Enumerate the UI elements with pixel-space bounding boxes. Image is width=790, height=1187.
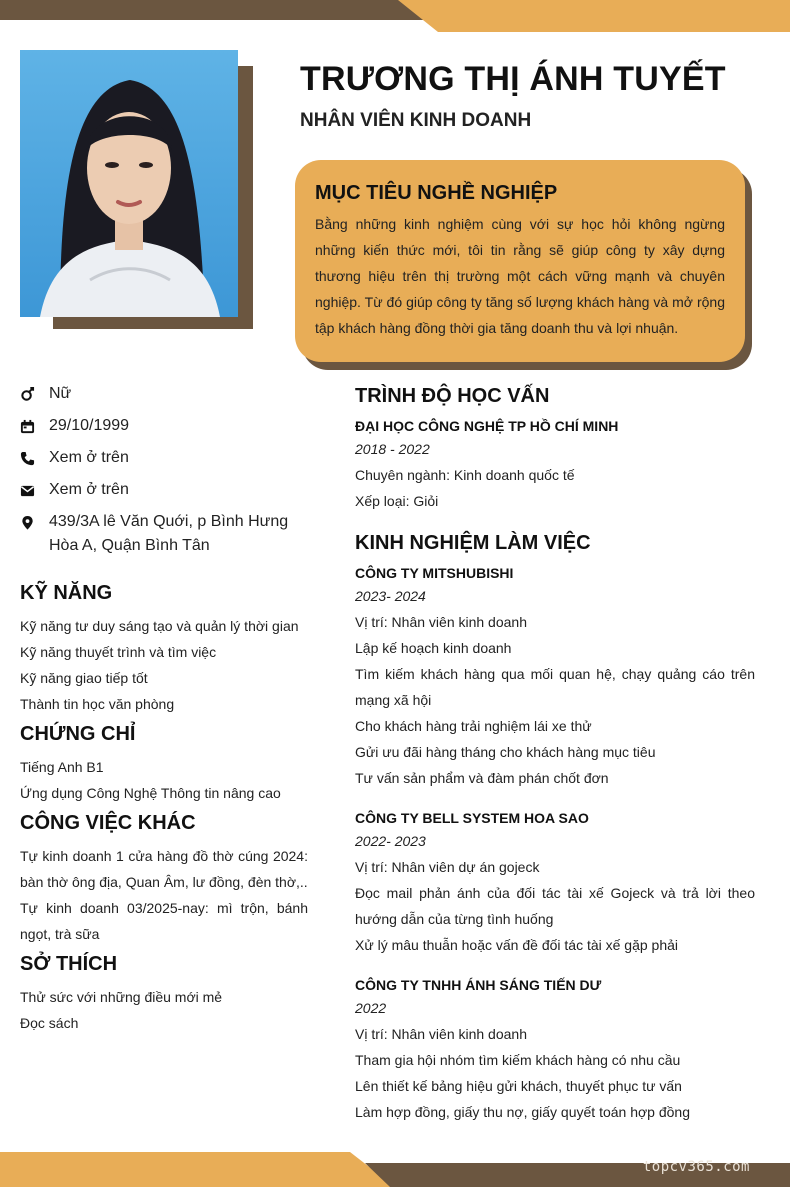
job-line: Lên thiết kế bảng hiệu gửi khách, thuyết phục tư vấn	[355, 1078, 682, 1094]
job-line: Vị trí: Nhân viên kinh doanh	[355, 614, 527, 630]
job-line: Lập kế hoạch kinh doanh	[355, 640, 512, 656]
hobby-item: Đọc sách	[20, 1015, 79, 1031]
location-pin-icon	[20, 510, 49, 534]
skills-section	[20, 582, 308, 717]
objective-text: Bằng những kinh nghiệm cùng với sự học hỏi không ngừng những kiến thức mới, tôi tin rằng sẽ giúp công ty xây dựng thương hiệu trên thị trường một cách vững mạnh và chuyên nghiệp. Từ đó giúp công ty tăng số lượng khách hàng và mở rộng tập khách hàng đồng thời gia tăng doanh thu và lợi nhuận.	[315, 216, 725, 336]
hobby-item: Thử sức với những điều mới mẻ	[20, 989, 223, 1005]
contact-phone	[20, 446, 320, 470]
job-line: Tham gia hội nhóm tìm kiếm khách hàng có nhu cầu	[355, 1052, 681, 1068]
contact-email	[20, 478, 320, 502]
calendar-icon	[20, 414, 49, 438]
candidate-title: NHÂN VIÊN KINH DOANH	[300, 110, 532, 131]
job-line: Gửi ưu đãi hàng tháng cho khách hàng mục tiêu	[355, 744, 656, 760]
job-line: Tìm kiếm khách hàng qua mối quan hệ, chạy quảng cáo trên mạng xã hội	[355, 666, 755, 708]
job-entry	[355, 808, 755, 958]
job-line: Xử lý mâu thuẫn hoặc vấn đề đối tác tài xế gặp phải	[355, 937, 679, 953]
objective-box	[295, 160, 745, 362]
experience-section	[355, 532, 755, 1125]
job-period: 2023- 2024	[355, 588, 426, 604]
contact-address	[20, 510, 320, 558]
job-line: Làm hợp đồng, giấy thu nợ, giấy quyết toán hợp đồng	[355, 1104, 690, 1120]
experience-heading: KINH NGHIỆM LÀM VIỆC	[355, 532, 591, 554]
address-value: 439/3A lê Văn Quới, p Bình Hưng Hòa A, Quận Bình Tân	[49, 513, 289, 554]
job-company: CÔNG TY MITSHUBISHI	[355, 565, 514, 581]
skill-item: Kỹ năng tư duy sáng tạo và quản lý thời gian	[20, 618, 299, 634]
candidate-name: TRƯƠNG THỊ ÁNH TUYẾT	[300, 60, 726, 98]
top-dark-band	[0, 0, 440, 20]
footer-brand: topcv365.com	[642, 1159, 750, 1175]
birthday-value: 29/10/1999	[49, 417, 130, 434]
hobbies-heading: SỞ THÍCH	[20, 953, 118, 975]
gender-value: Nữ	[49, 385, 72, 402]
education-rank: Xếp loại: Giỏi	[355, 493, 439, 509]
email-icon	[20, 478, 49, 502]
certificates-section	[20, 723, 308, 806]
contact-list	[20, 382, 320, 566]
skill-item: Kỹ năng giao tiếp tốt	[20, 670, 148, 686]
gender-icon	[20, 382, 49, 406]
phone-icon	[20, 446, 49, 470]
skill-item: Kỹ năng thuyết trình và tìm việc	[20, 644, 217, 660]
email-value: Xem ở trên	[49, 481, 129, 498]
certificate-item: Ứng dụng Công Nghệ Thông tin nâng cao	[20, 785, 281, 801]
certificates-heading: CHỨNG CHỈ	[20, 723, 136, 745]
contact-gender	[20, 382, 320, 406]
phone-value: Xem ở trên	[49, 449, 129, 466]
job-line: Đọc mail phản ánh của đối tác tài xế Gojeck và trả lời theo hướng dẫn của từng tình huống	[355, 885, 755, 927]
other-work-item: Tự kinh doanh 03/2025-nay: mì trộn, bánh ngọt, trà sữa	[20, 900, 308, 942]
objective-heading: MỤC TIÊU NGHỀ NGHIỆP	[315, 182, 558, 204]
contact-birthday	[20, 414, 320, 438]
job-line: Vị trí: Nhân viên kinh doanh	[355, 1026, 527, 1042]
other-work-heading: CÔNG VIỆC KHÁC	[20, 812, 196, 834]
education-heading: TRÌNH ĐỘ HỌC VẤN	[355, 385, 550, 407]
job-company: CÔNG TY BELL SYSTEM HOA SAO	[355, 810, 589, 826]
job-line: Tư vấn sản phẩm và đàm phán chốt đơn	[355, 770, 609, 786]
skill-item: Thành tin học văn phòng	[20, 696, 175, 712]
job-period: 2022- 2023	[355, 833, 426, 849]
job-company: CÔNG TY TNHH ÁNH SÁNG TIẾN DƯ	[355, 977, 602, 993]
school-name: ĐẠI HỌC CÔNG NGHỆ TP HỒ CHÍ MINH	[355, 418, 619, 434]
skills-heading: KỸ NĂNG	[20, 582, 113, 604]
job-line: Vị trí: Nhân viên dự án gojeck	[355, 859, 540, 875]
education-period: 2018 - 2022	[355, 441, 430, 457]
job-period: 2022	[355, 1000, 387, 1016]
certificate-item: Tiếng Anh B1	[20, 759, 104, 775]
bottom-gold-band	[0, 1152, 395, 1187]
job-entry	[355, 975, 755, 1125]
profile-photo	[20, 50, 238, 317]
job-entry	[355, 563, 755, 791]
hobbies-section	[20, 953, 308, 1036]
education-section	[355, 385, 755, 514]
job-line: Cho khách hàng trải nghiệm lái xe thử	[355, 718, 592, 734]
other-work-section	[20, 812, 308, 947]
education-major: Chuyên ngành: Kinh doanh quốc tế	[355, 467, 575, 483]
other-work-item: Tự kinh doanh 1 cửa hàng đồ thờ cúng 2024: bàn thờ ông địa, Quan Âm, lư đồng, đèn thờ,..	[20, 848, 308, 890]
